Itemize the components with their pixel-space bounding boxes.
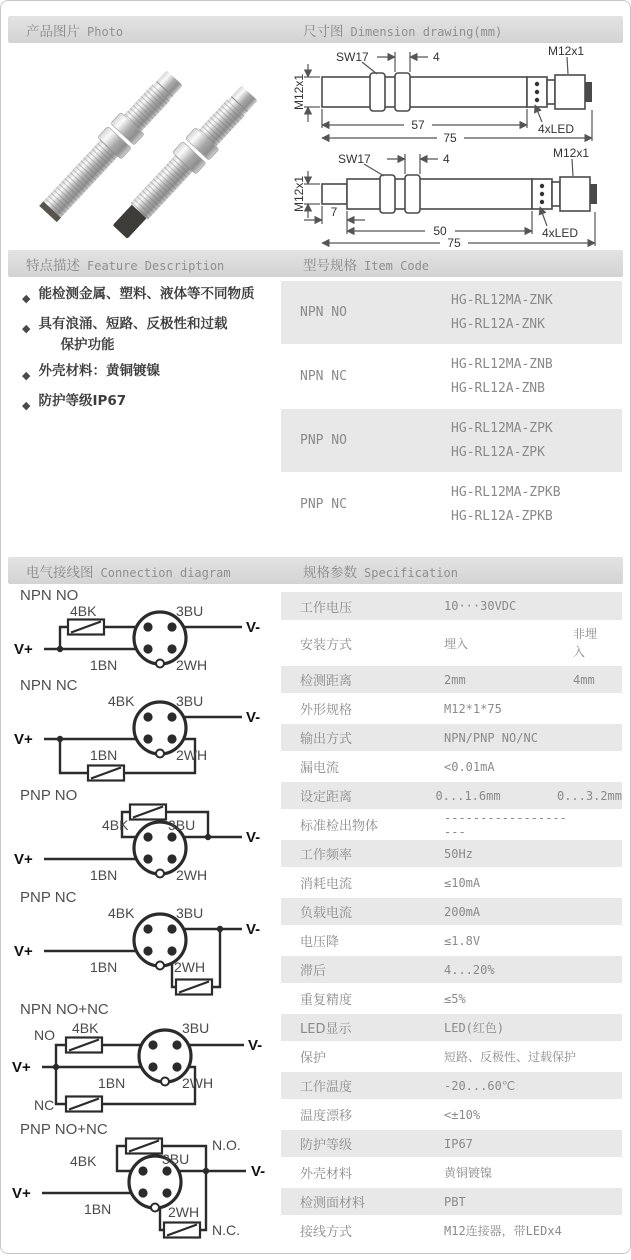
spec-value-1: LED(红色)	[444, 1021, 505, 1035]
spec-value-1: ≤5%	[444, 991, 466, 1006]
diagram-title: PNP NC	[20, 889, 77, 906]
dimension-drawing-non-flush	[292, 146, 627, 250]
spec-label: 重复精度	[300, 993, 353, 1008]
pin4-label: 4BK	[70, 603, 97, 619]
spec-value-1: ≤10mA	[444, 875, 481, 890]
diamond-bullet-icon: ◆	[22, 292, 31, 305]
spec-label: 设定距离	[300, 790, 353, 805]
item-code: HG-RL12A-ZPK	[451, 445, 545, 460]
spec-row	[281, 695, 622, 724]
v-plus-label: V+	[12, 1059, 31, 1076]
spec-row	[281, 1043, 622, 1072]
specification-section-title	[303, 561, 458, 581]
spec-value-1: M12连接器，带LEDx4	[444, 1224, 562, 1238]
pin4-label: 4BK	[102, 817, 129, 833]
d2-thread-left-label: M12x1	[292, 175, 306, 213]
diamond-bullet-icon: ◆	[22, 369, 31, 382]
output-type-label: PNP NC	[300, 497, 347, 512]
spec-row	[281, 840, 622, 869]
pin1-label: 1BN	[98, 1075, 126, 1091]
spec-value-1: PBT	[444, 1194, 466, 1209]
spec-row	[281, 1014, 622, 1043]
connection-section-title	[26, 561, 231, 581]
connection-title-en: Connection diagram	[100, 565, 231, 580]
spec-row	[281, 753, 622, 782]
item-codes	[451, 421, 553, 460]
spec-label: 外壳材料	[300, 1167, 353, 1182]
photo-title-cn: 产品图片	[26, 23, 80, 40]
spec-label: 漏电流	[300, 761, 340, 776]
v-plus-label: V+	[14, 641, 33, 658]
spec-value-1: 埋入	[444, 636, 469, 651]
item-code: HG-RL12A-ZPKB	[451, 509, 553, 524]
d2-led-label: 4xLED	[542, 226, 579, 240]
item-code: HG-RL12MA-ZPK	[451, 421, 553, 436]
spec-label: 滞后	[300, 964, 327, 979]
spec-label: 安装方式	[300, 637, 353, 653]
spec-label: 保护	[300, 1051, 327, 1066]
feature-text: 防护等级IP67	[38, 393, 127, 409]
spec-value-1: 4...20%	[444, 962, 495, 977]
spec-row	[281, 666, 622, 695]
dimension-title-cn: 尺寸图	[303, 23, 344, 40]
spec-label: LED显示	[300, 1022, 352, 1037]
pin3-label: 3BU	[176, 693, 204, 709]
spec-row	[281, 985, 622, 1014]
spec-value-1: 200mA	[444, 904, 481, 919]
wiring-diagram-pnp-nc	[10, 888, 276, 998]
dimension-title-en: Dimension drawing(mm)	[350, 24, 503, 39]
pin2-label: 2WH	[168, 1204, 200, 1220]
item-codes	[451, 357, 553, 396]
spec-label: 工作温度	[300, 1080, 353, 1095]
item-code: HG-RL12MA-ZNB	[451, 357, 553, 372]
pin3-label: 3BU	[162, 1151, 190, 1167]
pin2-label: 2WH	[174, 959, 206, 975]
spec-value-1: ≤1.8V	[444, 933, 481, 948]
spec-label: 接线方式	[300, 1225, 353, 1240]
spec-row	[281, 1188, 622, 1217]
diagram-title: NPN NC	[20, 677, 78, 694]
spec-label: 消耗电流	[300, 877, 353, 892]
features-title-en: Feature Description	[87, 258, 225, 273]
v-plus-label: V+	[14, 731, 33, 748]
section-header-row-2	[8, 250, 623, 277]
spec-value-1: 0...1.6mm	[435, 788, 501, 803]
pin2-label: 2WH	[176, 747, 208, 763]
spec-label: 工作频率	[300, 848, 353, 863]
spec-value-2: 非埋入	[573, 627, 598, 659]
spec-row	[281, 1130, 622, 1159]
v-minus-label: V-	[246, 829, 261, 846]
item-code: HG-RL12A-ZNB	[451, 381, 545, 396]
wiring-diagram-pnp-no-nc	[10, 1118, 276, 1244]
output-type-label: NPN NC	[300, 369, 347, 384]
pin1-label: 1BN	[84, 1201, 112, 1217]
pin3-label: 3BU	[168, 817, 196, 833]
pin1-label: 1BN	[90, 867, 118, 883]
spec-row	[281, 1217, 622, 1246]
dimension-drawing-flush	[292, 44, 627, 144]
item-code-row-pnp-no	[281, 409, 622, 472]
pin3-label: 3BU	[176, 905, 204, 921]
photo-section-title	[26, 20, 123, 40]
item-code-title-cn: 型号规格	[303, 257, 357, 274]
feature-list	[8, 284, 274, 421]
sensor-non-flush	[108, 82, 261, 243]
d2-tip-dim: 7	[330, 205, 338, 219]
no-label: N.O.	[212, 1137, 241, 1153]
item-code-section-title	[303, 254, 429, 274]
pin2-label: 2WH	[176, 657, 208, 673]
d2-sw17-label: SW17	[338, 152, 371, 166]
spec-value-1: M12*1*75	[444, 701, 502, 716]
diagram-title: PNP NO+NC	[20, 1121, 108, 1138]
v-minus-label: V-	[246, 619, 261, 636]
features-section-title	[26, 254, 224, 274]
spec-value-1: 短路、反极性、过载保护	[444, 1050, 577, 1064]
specification-table	[281, 592, 622, 1246]
spec-label: 工作电压	[300, 600, 353, 616]
spec-row	[281, 1159, 622, 1188]
item-code-row-pnp-nc	[281, 473, 622, 536]
spec-row	[281, 592, 622, 622]
pin2-label: 2WH	[182, 1075, 214, 1091]
spec-value-1: NPN/PNP NO/NC	[444, 730, 538, 745]
connection-title-cn: 电气接线图	[26, 564, 94, 581]
product-photo	[8, 46, 278, 246]
wiring-diagram-pnp-no	[10, 786, 276, 886]
pin1-label: 1BN	[90, 959, 118, 975]
spec-row	[281, 898, 622, 927]
d1-thread-left-label: M12x1	[292, 73, 306, 111]
d1-body-dim: 57	[411, 118, 425, 132]
v-minus-label: V-	[251, 1163, 266, 1180]
d2-thread-top-label: M12x1	[553, 146, 590, 160]
diagram-title: PNP NO	[20, 787, 78, 804]
spec-value-1: IP67	[444, 1136, 473, 1151]
spec-label: 温度漂移	[300, 1109, 353, 1124]
section-header-row-1	[8, 16, 623, 43]
spec-row	[281, 782, 622, 811]
nc-label: N.C.	[212, 1222, 240, 1238]
item-code: HG-RL12MA-ZNK	[451, 293, 553, 308]
feature-item	[8, 361, 274, 386]
d1-led-label: 4xLED	[538, 122, 575, 136]
output-type-label: NPN NO	[300, 305, 347, 320]
spec-value-1: <±10%	[444, 1107, 481, 1122]
wiring-diagram-npn-no	[10, 586, 276, 674]
feature-text: 能检测金属、塑料、液体等不同物质	[38, 286, 255, 302]
spec-value-1: --------------------	[444, 810, 567, 839]
pin4-label: 4BK	[108, 693, 135, 709]
pin3-label: 3BU	[182, 1020, 210, 1036]
pin2-label: 2WH	[176, 867, 208, 883]
pin4-label: 4BK	[108, 905, 135, 921]
connection-diagrams	[10, 586, 278, 1246]
spec-label: 电压降	[300, 935, 340, 950]
features-title-cn: 特点描述	[26, 257, 80, 274]
diagram-title: NPN NO+NC	[20, 1001, 109, 1018]
pin1-label: 1BN	[90, 747, 118, 763]
specification-title-cn: 规格参数	[303, 564, 357, 581]
nc-label: NC	[34, 1097, 55, 1113]
d2-pitch-dim: 4	[443, 152, 450, 166]
feature-text-line2: 保护功能	[60, 337, 115, 353]
spec-value-2: 4mm	[573, 672, 595, 687]
spec-label: 负载电流	[300, 906, 353, 921]
pin4-label: 4BK	[70, 1153, 97, 1169]
diamond-bullet-icon: ◆	[22, 399, 31, 412]
feature-text: 外壳材料：黄铜镀镍	[38, 363, 160, 379]
item-codes	[451, 485, 561, 524]
v-plus-label: V+	[14, 851, 33, 868]
d1-total-dim: 75	[443, 131, 457, 144]
item-code-row-npn-nc	[281, 345, 622, 408]
spec-row	[281, 869, 622, 898]
spec-row	[281, 1072, 622, 1101]
item-codes	[451, 293, 553, 332]
item-code-table	[281, 281, 622, 537]
spec-row	[281, 956, 622, 985]
diagram-title: NPN NO	[20, 587, 79, 604]
feature-item	[8, 314, 274, 356]
item-code-row-npn-no	[281, 281, 622, 344]
spec-label: 检测距离	[300, 674, 353, 689]
spec-label: 外形规格	[300, 703, 353, 718]
spec-value-1: 黄铜镀镍	[444, 1166, 493, 1180]
spec-value-1: 2mm	[444, 672, 466, 687]
photo-title-en: Photo	[87, 24, 124, 39]
feature-item	[8, 284, 274, 309]
d2-body-dim: 50	[433, 224, 447, 238]
spec-label: 检测面材料	[300, 1196, 366, 1211]
spec-label: 标准检出物体	[300, 819, 379, 834]
pin3-label: 3BU	[176, 603, 204, 619]
spec-row	[281, 811, 622, 840]
spec-row	[281, 622, 622, 666]
feature-item	[8, 391, 274, 416]
v-minus-label: V-	[248, 1037, 263, 1054]
spec-value-2: 0...3.2mm	[556, 788, 622, 803]
item-code: HG-RL12A-ZNK	[451, 317, 545, 332]
d1-pitch-dim: 4	[433, 50, 440, 64]
item-code-title-en: Item Code	[364, 258, 430, 273]
diamond-bullet-icon: ◆	[22, 322, 31, 335]
output-type-label: PNP NO	[300, 433, 347, 448]
specification-title-en: Specification	[364, 565, 458, 580]
feature-text: 具有浪涌、短路、反极性和过载 保护功能	[38, 316, 228, 353]
item-code: HG-RL12MA-ZPKB	[451, 485, 561, 500]
d1-thread-top-label: M12x1	[548, 44, 585, 58]
v-minus-label: V-	[246, 921, 261, 938]
spec-row	[281, 724, 622, 753]
pin1-label: 1BN	[90, 657, 118, 673]
d1-sw17-label: SW17	[336, 50, 369, 64]
spec-value-1: 10···30VDC	[444, 599, 517, 613]
no-label: NO	[34, 1027, 55, 1043]
pin4-label: 4BK	[72, 1020, 99, 1036]
d2-total-dim: 75	[447, 236, 461, 250]
dimension-section-title	[303, 20, 502, 40]
spec-value-1: -20...60℃	[444, 1078, 516, 1093]
spec-value-1: 50Hz	[444, 846, 473, 861]
section-header-row-3	[8, 557, 623, 584]
v-minus-label: V-	[246, 709, 261, 726]
spec-label: 输出方式	[300, 732, 353, 747]
v-plus-label: V+	[14, 943, 33, 960]
v-plus-label: V+	[12, 1185, 31, 1202]
spec-row	[281, 1101, 622, 1130]
spec-value-1: <0.01mA	[444, 759, 495, 774]
spec-row	[281, 927, 622, 956]
wiring-diagram-npn-no-nc	[10, 1000, 276, 1116]
spec-label: 防护等级	[300, 1138, 353, 1153]
wiring-diagram-npn-nc	[10, 676, 276, 784]
